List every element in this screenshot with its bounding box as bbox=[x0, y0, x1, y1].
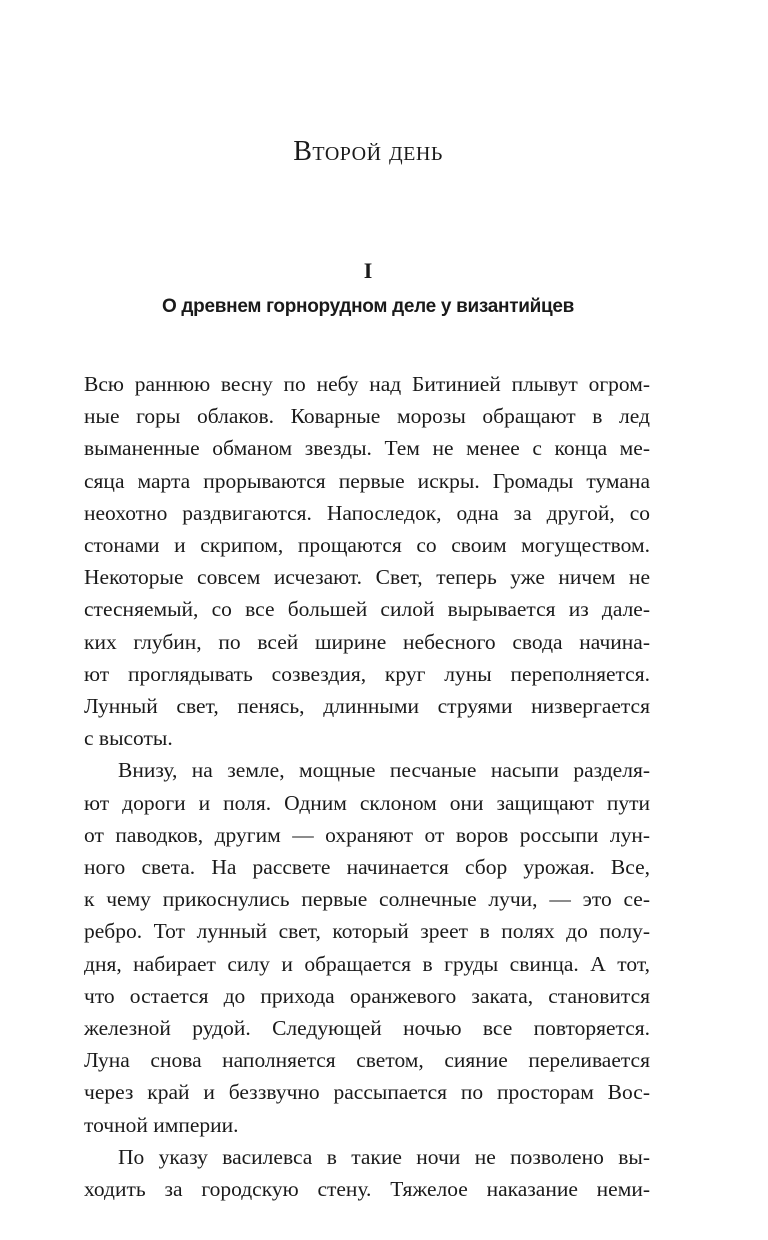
text-line: точной империи. bbox=[84, 1112, 239, 1137]
text-line: с высоты. bbox=[84, 726, 173, 751]
text-line: выманенные обманом звезды. Тем не менее с конца ме- bbox=[84, 436, 650, 461]
text-line: Всю раннюю весну по небу над Битинией плывут огром- bbox=[84, 372, 650, 396]
text-line: сяца марта прорываются первые искры. Громады тумана bbox=[84, 468, 650, 493]
text-line: ные горы облаков. Коварные морозы обращают в лед bbox=[84, 404, 650, 429]
text-line: Луна снова наполняется светом, сияние переливается bbox=[84, 1048, 650, 1073]
text-line: ходить за городскую стену. Тяжелое наказание неми- bbox=[84, 1177, 650, 1202]
text-line: Внизу, на земле, мощные песчаные насыпи разделя- bbox=[118, 758, 650, 783]
text-line: Некоторые совсем исчезают. Свет, теперь уже ничем не bbox=[84, 565, 650, 590]
paragraph-2 bbox=[84, 754, 650, 1140]
text-line: что остается до прихода оранжевого заката, становится bbox=[84, 983, 650, 1008]
text-line: дня, набирает силу и обращается в груды свинца. А тот, bbox=[84, 951, 650, 976]
text-line: ребро. Тот лунный свет, который зреет в полях до полу- bbox=[84, 919, 650, 944]
part-title: Второй день bbox=[293, 136, 443, 167]
body-text bbox=[84, 368, 650, 1205]
text-line: ного света. На рассвете начинается сбор урожая. Все, bbox=[84, 855, 650, 880]
paragraph-3 bbox=[84, 1141, 650, 1205]
text-line: По указу василевса в такие ночи не позволено вы- bbox=[118, 1144, 650, 1169]
text-line: стонами и скрипом, прощаются со своим могуществом. bbox=[84, 533, 650, 558]
chapter-number: I bbox=[363, 258, 373, 283]
text-line: железной рудой. Следующей ночью все повторяется. bbox=[84, 1016, 650, 1041]
text-line: ют дороги и поля. Одним склоном они защищают пути bbox=[84, 790, 650, 815]
text-line: стесняемый, со все большей силой вырывается из дале- bbox=[84, 597, 650, 622]
text-line: ют проглядывать созвездия, круг луны переполняется. bbox=[84, 661, 650, 686]
chapter-title: О древнем горнорудном деле у византийцев bbox=[161, 296, 575, 317]
text-line: от паводков, другим — охраняют от воров россыпи лун- bbox=[84, 822, 650, 847]
text-line: через край и беззвучно рассыпается по просторам Вос- bbox=[84, 1080, 650, 1105]
text-line: Лунный свет, пенясь, длинными струями низвергается bbox=[84, 694, 650, 719]
text-line: к чему прикоснулись первые солнечные лучи, — это се- bbox=[84, 887, 650, 912]
text-line: ких глубин, по всей ширине небесного свода начина- bbox=[84, 629, 650, 654]
paragraph-1 bbox=[84, 368, 650, 754]
text-line: неохотно раздвигаются. Напоследок, одна за другой, со bbox=[84, 500, 650, 525]
